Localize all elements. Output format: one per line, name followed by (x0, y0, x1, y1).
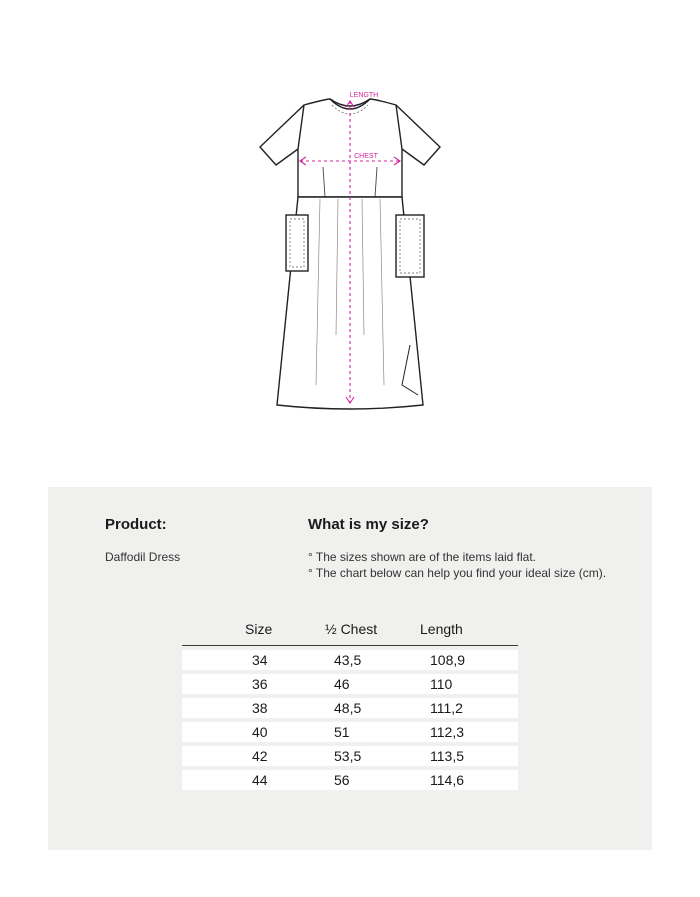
cell-half-chest: 46 (334, 676, 350, 692)
table-row (182, 722, 518, 742)
size-notes (308, 549, 606, 581)
cell-half-chest: 56 (334, 772, 350, 788)
cell-half-chest: 48,5 (334, 700, 362, 716)
size-note: ° The chart below can help you find your ideal size (cm). (308, 566, 607, 580)
cell-size: 34 (252, 652, 268, 668)
cell-half-chest: 43,5 (334, 652, 362, 668)
cell-half-chest: 51 (334, 724, 350, 740)
chest-label: CHEST (354, 153, 378, 160)
header-half-chest: ½ Chest (325, 621, 378, 637)
cell-size: 40 (252, 724, 268, 740)
dress-svg (250, 85, 450, 415)
cell-length: 111,2 (430, 700, 463, 716)
cell-size: 36 (252, 676, 268, 692)
product-name: Daffodil Dress (105, 550, 181, 564)
table-row (182, 650, 518, 670)
length-label: LENGTH (349, 92, 379, 99)
left-pocket (286, 215, 308, 271)
size-table (182, 617, 518, 790)
cell-length: 108,9 (430, 652, 466, 668)
cell-size: 44 (252, 772, 268, 788)
table-row (182, 746, 518, 766)
table-row (182, 674, 518, 694)
table-row (182, 698, 518, 718)
cell-size: 38 (252, 700, 268, 716)
product-heading: Product: (105, 516, 167, 533)
cell-half-chest: 53,5 (334, 748, 362, 764)
size-note: ° The sizes shown are of the items laid flat. (308, 550, 537, 564)
header-size: Size (245, 621, 273, 637)
cell-size: 42 (252, 748, 268, 764)
cell-length: 112,3 (430, 724, 464, 740)
header-length: Length (420, 621, 463, 637)
dress-illustration (250, 85, 450, 415)
size-heading: What is my size? (308, 516, 429, 533)
size-guide-panel (48, 487, 652, 850)
cell-length: 114,6 (430, 772, 464, 788)
table-row (182, 770, 518, 790)
cell-length: 110 (430, 676, 453, 692)
size-table-header (182, 617, 518, 646)
cell-length: 113,5 (430, 748, 464, 764)
